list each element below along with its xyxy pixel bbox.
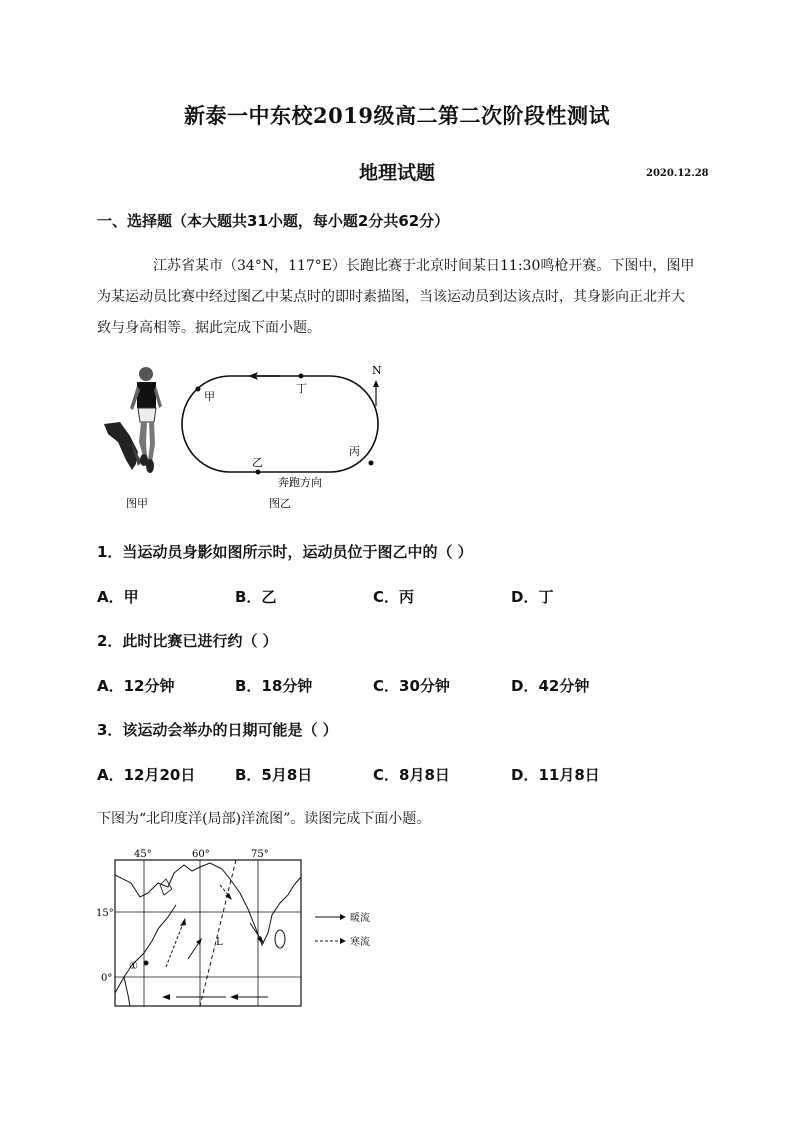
q3-option-a[interactable]: A．12月20日 <box>97 766 196 784</box>
lat-label-15: 15° <box>96 908 114 919</box>
q3-option-c[interactable]: C．8月8日 <box>373 766 450 784</box>
passage-1 <box>97 251 697 344</box>
lat-label-0: 0° <box>101 973 113 984</box>
point-ding: 丁 <box>296 382 307 395</box>
q2-option-c[interactable]: C．30分钟 <box>373 677 450 695</box>
caption-fig-a: 图甲 <box>126 497 148 510</box>
section-heading: 一、选择题（本大题共31小题，每小题2分共62分） <box>97 212 450 230</box>
figure-runner-track <box>90 360 400 520</box>
q2-option-d[interactable]: D．42分钟 <box>511 677 590 695</box>
page-subtitle: 地理试题 <box>358 162 435 184</box>
legend-cold: 寒流 <box>350 937 370 948</box>
question-3-stem: 3．该运动会举办的日期可能是（ ） <box>97 721 338 739</box>
question-2-stem: 2．此时比赛已进行约（ ） <box>97 632 278 650</box>
direction-label: 奔跑方向 <box>278 476 322 489</box>
q3-option-b[interactable]: B．5月8日 <box>235 766 313 784</box>
q2-option-b[interactable]: B．18分钟 <box>235 677 313 695</box>
q1-option-b[interactable]: B．乙 <box>235 588 277 606</box>
track-diagram <box>182 364 382 489</box>
passage-1-text: 江苏省某市（34°N，117°E）长跑比赛于北京时间某日11:30鸣枪开赛。下图中，图甲为某运动员比赛中经过图乙中某点时的即时素描图，当该运动员到达该点时，其身影向正北并大致与身高相等。据此完成下面小题。 <box>97 258 695 336</box>
ocean-current-map <box>96 845 396 1010</box>
legend-warm: 暖流 <box>350 913 370 924</box>
point-marker-1: ① <box>129 961 138 972</box>
q1-option-a[interactable]: A．甲 <box>97 588 139 606</box>
question-1-stem: 1．当运动员身影如图所示时，运动员位于图乙中的（ ） <box>97 543 473 561</box>
q3-option-d[interactable]: D．11月8日 <box>511 766 600 784</box>
north-label: N <box>372 364 382 377</box>
q2-option-a[interactable]: A．12分钟 <box>97 677 175 695</box>
point-bing: 丙 <box>349 445 360 458</box>
exam-date: 2020.12.28 <box>646 168 709 179</box>
point-jia: 甲 <box>204 390 215 403</box>
line-label-l: L <box>216 937 223 948</box>
lon-label-60: 60° <box>192 849 210 860</box>
runner-sketch <box>104 367 162 473</box>
caption-fig-b: 图乙 <box>269 497 291 510</box>
page-title: 新泰一中东校2019级高二第二次阶段性测试 <box>184 103 610 128</box>
lon-label-75: 75° <box>251 849 269 860</box>
q1-option-d[interactable]: D．丁 <box>511 588 554 606</box>
q1-option-c[interactable]: C．丙 <box>373 588 415 606</box>
passage-2-text: 下图为“北印度洋(局部)洋流图”。读图完成下面小题。 <box>97 811 431 827</box>
lon-label-45: 45° <box>134 849 152 860</box>
point-yi: 乙 <box>252 456 263 469</box>
